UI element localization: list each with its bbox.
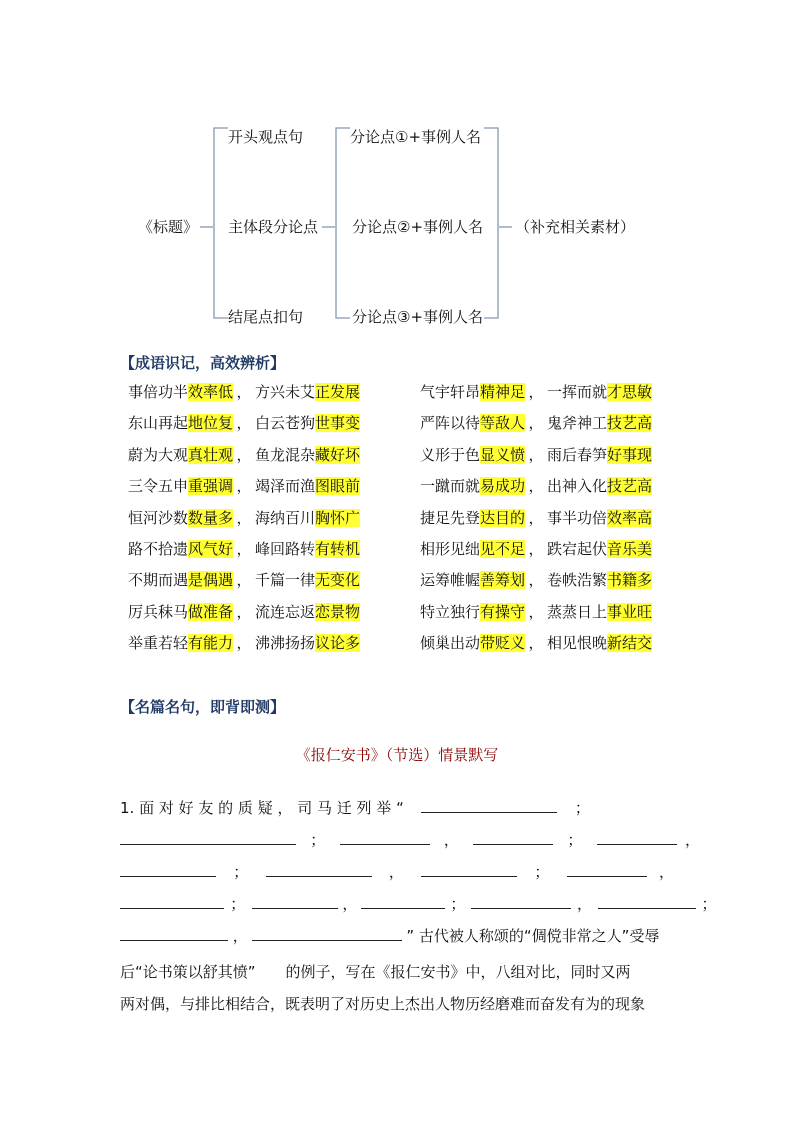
idiom-entry <box>420 443 525 467</box>
idiom-meaning: 重强调 <box>188 477 234 496</box>
idiom-entry <box>255 474 360 498</box>
idiom-entry <box>128 506 233 530</box>
idiom-comma: ， <box>236 540 252 558</box>
idiom-meaning: 新结交 <box>607 634 653 653</box>
idiom-meaning: 藏好坏 <box>315 445 361 464</box>
idiom-meaning: 效率低 <box>188 383 234 401</box>
idiom-entry <box>547 380 652 404</box>
idiom-comma: ， <box>236 477 252 496</box>
idiom-word: 不期而遇 <box>128 571 189 590</box>
section-heading-idioms: 【成语识记，高效辨析】 <box>120 354 286 372</box>
branch-ending: 结尾点扣句 <box>228 308 304 326</box>
idiom-comma: ， <box>528 540 544 558</box>
idiom-comma: ， <box>236 508 252 527</box>
paragraph-line-2: 两对偶，与排比相结合，既表明了对历史上杰出人物历经磨难而奋发有为的现象 <box>120 995 646 1013</box>
idiom-word: 举重若轻 <box>128 634 189 653</box>
idiom-entry <box>128 474 233 498</box>
idiom-word: 跌宕起伏 <box>547 540 608 558</box>
idiom-meaning: 才思敏 <box>607 383 653 401</box>
idiom-row <box>128 380 360 404</box>
idiom-entry <box>255 568 360 592</box>
blank-15[interactable] <box>120 924 228 941</box>
punct: ， <box>658 863 674 881</box>
bracket-1 <box>214 128 228 318</box>
idiom-word: 严阵以待 <box>420 414 481 433</box>
idiom-row <box>128 474 360 498</box>
idiom-entry <box>420 537 525 561</box>
idiom-meaning: 真壮观 <box>188 445 234 464</box>
idiom-entry <box>547 506 652 530</box>
idiom-entry <box>547 537 652 561</box>
idiom-row <box>420 506 652 530</box>
blank-11[interactable] <box>252 892 338 909</box>
idiom-word: 方兴未艾 <box>255 383 316 401</box>
idiom-entry <box>255 411 360 435</box>
idiom-entry <box>128 443 233 467</box>
idiom-entry <box>255 380 360 404</box>
idiom-meaning: 图眼前 <box>315 477 361 496</box>
idiom-word: 一蹴而就 <box>420 477 481 496</box>
idiom-meaning: 无变化 <box>315 571 361 590</box>
idiom-row <box>420 631 652 655</box>
idiom-row <box>420 380 652 404</box>
idiom-entry <box>128 411 233 435</box>
section-heading-quotes: 【名篇名句，即背即测】 <box>120 698 286 716</box>
idiom-entry <box>547 443 652 467</box>
idiom-word: 捷足先登 <box>420 508 481 527</box>
idiom-comma: ， <box>236 445 252 464</box>
supplement-note: （补充相关素材） <box>515 218 636 236</box>
idiom-entry <box>547 474 652 498</box>
idiom-meaning: 议论多 <box>315 634 361 653</box>
punct: ， <box>388 863 404 881</box>
idiom-meaning: 事业旺 <box>607 602 653 621</box>
diagram-brackets <box>0 0 794 340</box>
idiom-word: 雨后春笋 <box>547 445 608 464</box>
idiom-entry <box>128 631 233 655</box>
idiom-row <box>128 506 360 530</box>
idiom-meaning: 有转机 <box>315 540 361 558</box>
idiom-comma: ， <box>528 414 544 433</box>
idiom-entry <box>128 568 233 592</box>
idiom-entry <box>128 600 233 624</box>
exercise-title: 《报仁安书》（节选）情景默写 <box>295 746 499 764</box>
blank-8[interactable] <box>421 860 517 877</box>
punct: ； <box>701 895 717 913</box>
blank-5[interactable] <box>597 828 677 845</box>
idiom-word: 三令五申 <box>128 477 189 496</box>
punct: ； <box>534 863 550 881</box>
idiom-comma: ， <box>236 602 252 621</box>
question-1-line-3 <box>120 860 676 884</box>
idiom-word: 特立独行 <box>420 602 481 621</box>
idiom-meaning: 音乐美 <box>607 540 653 558</box>
idiom-meaning: 风气好 <box>188 540 234 558</box>
idiom-row <box>128 537 360 561</box>
question-1-prefix: 1. 面 对 好 友 的 质 疑 ， 司 马 迁 列 举 “ <box>120 799 404 817</box>
idiom-meaning: 书籍多 <box>607 571 653 590</box>
idiom-entry <box>420 631 525 655</box>
blank-3[interactable] <box>340 828 430 845</box>
idiom-entry <box>547 631 652 655</box>
idiom-row <box>128 443 360 467</box>
branch-body: 主体段分论点 <box>228 218 319 236</box>
punct: ； <box>230 895 246 913</box>
idiom-comma: ， <box>528 445 544 464</box>
idiom-comma: ， <box>528 602 544 621</box>
punct: ； <box>310 831 326 849</box>
idiom-word: 倾巢出动 <box>420 634 481 653</box>
blank-13[interactable] <box>471 892 571 909</box>
blank-9[interactable] <box>567 860 647 877</box>
idiom-entry <box>420 600 525 624</box>
idiom-entry <box>420 568 525 592</box>
idiom-meaning: 易成功 <box>480 477 526 496</box>
idiom-entry <box>255 600 360 624</box>
idiom-meaning: 达目的 <box>480 508 526 527</box>
punct: ， <box>576 895 592 913</box>
bracket-2 <box>336 128 350 318</box>
idiom-comma: ， <box>236 383 252 401</box>
idiom-meaning: 等敌人 <box>480 414 526 433</box>
idiom-meaning: 恋景物 <box>315 602 361 621</box>
idiom-word: 海纳百川 <box>255 508 316 527</box>
idiom-word: 卷帙浩繁 <box>547 571 608 590</box>
punct: ； <box>450 895 466 913</box>
question-1-tail: 古代被人称颂的“倜傥非常之人”受辱 <box>418 927 660 945</box>
idiom-word: 东山再起 <box>128 414 189 433</box>
idiom-word: 鱼龙混杂 <box>255 445 316 464</box>
idiom-entry <box>128 537 233 561</box>
idiom-comma: ， <box>236 571 252 590</box>
idiom-word: 恒河沙数 <box>128 508 189 527</box>
punct: ， <box>684 831 700 849</box>
idiom-word: 出神入化 <box>547 477 608 496</box>
idiom-word: 竭泽而渔 <box>255 477 316 496</box>
idiom-meaning: 见不足 <box>480 540 526 558</box>
paragraph-line-1: 后“论书策以舒其愤” 的例子，写在《报仁安书》中，八组对比，同时又两 <box>120 963 631 981</box>
question-1-line-1 <box>120 796 676 820</box>
idiom-meaning: 显义愤 <box>480 445 526 464</box>
idiom-word: 鬼斧神工 <box>547 414 608 433</box>
idiom-meaning: 技艺高 <box>607 414 653 433</box>
idiom-meaning: 效率高 <box>607 508 653 527</box>
sub-point-1: 分论点①+事例人名 <box>350 128 482 146</box>
idiom-row <box>128 631 360 655</box>
idiom-meaning: 有操守 <box>480 602 526 621</box>
idiom-entry <box>128 380 233 404</box>
blank-16[interactable] <box>252 924 402 941</box>
idiom-meaning: 带贬义 <box>480 634 526 653</box>
idiom-comma: ， <box>528 477 544 496</box>
idiom-entry <box>255 631 360 655</box>
question-1-line-5 <box>120 924 676 948</box>
idiom-meaning: 是偶遇 <box>188 571 234 590</box>
bracket-3 <box>484 128 498 318</box>
blank-2[interactable] <box>120 828 296 845</box>
idiom-meaning: 胸怀广 <box>315 508 361 527</box>
idiom-word: 路不拾遗 <box>128 540 189 558</box>
blank-7[interactable] <box>266 860 372 877</box>
idiom-entry <box>420 506 525 530</box>
idiom-comma: ， <box>528 571 544 590</box>
idiom-comma: ， <box>236 414 252 433</box>
punct: ， <box>232 927 248 945</box>
blank-4[interactable] <box>473 828 553 845</box>
idiom-row <box>420 474 652 498</box>
idiom-entry <box>547 568 652 592</box>
idiom-comma: ， <box>528 634 544 653</box>
idiom-meaning: 有能力 <box>188 634 234 653</box>
blank-10[interactable] <box>120 892 224 909</box>
idiom-entry <box>255 506 360 530</box>
idiom-meaning: 地位复 <box>188 414 234 433</box>
punct: ， <box>443 831 459 849</box>
blank-1[interactable] <box>421 796 557 813</box>
idiom-entry <box>420 411 525 435</box>
idiom-word: 流连忘返 <box>255 602 316 621</box>
idiom-word: 峰回路转 <box>255 540 316 558</box>
idiom-word: 蔚为大观 <box>128 445 189 464</box>
idiom-word: 事半功倍 <box>547 508 608 527</box>
idiom-meaning: 善筹划 <box>480 571 526 590</box>
question-1-line-2 <box>120 828 700 852</box>
idiom-entry <box>547 411 652 435</box>
idiom-row <box>420 568 652 592</box>
idiom-meaning: 做准备 <box>188 602 234 621</box>
idiom-comma: ， <box>236 634 252 653</box>
branch-opening: 开头观点句 <box>228 128 304 146</box>
sub-point-2: 分论点②+事例人名 <box>352 218 484 236</box>
idiom-row <box>128 411 360 435</box>
punct: ， <box>342 895 358 913</box>
blank-12[interactable] <box>361 892 445 909</box>
blank-14[interactable] <box>598 892 696 909</box>
idiom-meaning: 好事现 <box>607 445 653 464</box>
idiom-row <box>128 600 360 624</box>
idiom-word: 运筹帷幄 <box>420 571 481 590</box>
idiom-row <box>128 568 360 592</box>
idiom-word: 蒸蒸日上 <box>547 602 608 621</box>
idiom-entry <box>420 474 525 498</box>
question-1-line-4 <box>120 892 717 916</box>
idiom-meaning: 技艺高 <box>607 477 653 496</box>
punct: ； <box>567 831 583 849</box>
close-quote: ” <box>406 927 415 945</box>
idiom-row <box>420 537 652 561</box>
idiom-word: 相见恨晚 <box>547 634 608 653</box>
idiom-word: 义形于色 <box>420 445 481 464</box>
idiom-comma: ， <box>528 508 544 527</box>
idiom-word: 白云苍狗 <box>255 414 316 433</box>
idiom-entry <box>420 380 525 404</box>
idiom-row <box>420 443 652 467</box>
idiom-word: 气宇轩昂 <box>420 383 481 401</box>
idiom-meaning: 世事变 <box>315 414 361 433</box>
idiom-word: 相形见绌 <box>420 540 481 558</box>
idiom-word: 沸沸扬扬 <box>255 634 316 653</box>
diagram-root: 《标题》 <box>138 218 199 236</box>
idiom-comma: ， <box>528 383 544 401</box>
idiom-word: 厉兵秣马 <box>128 602 189 621</box>
idiom-entry <box>547 600 652 624</box>
idiom-row <box>420 411 652 435</box>
punct: ； <box>574 799 590 817</box>
sub-point-3: 分论点③+事例人名 <box>352 308 484 326</box>
idiom-entry <box>255 537 360 561</box>
idiom-meaning: 精神足 <box>480 383 526 401</box>
idiom-word: 事倍功半 <box>128 383 189 401</box>
blank-6[interactable] <box>120 860 216 877</box>
idiom-meaning: 数量多 <box>188 508 234 527</box>
idiom-entry <box>255 443 360 467</box>
idiom-word: 一挥而就 <box>547 383 608 401</box>
punct: ； <box>233 863 249 881</box>
idiom-meaning: 正发展 <box>315 383 361 401</box>
idiom-word: 千篇一律 <box>255 571 316 590</box>
idiom-row <box>420 600 652 624</box>
